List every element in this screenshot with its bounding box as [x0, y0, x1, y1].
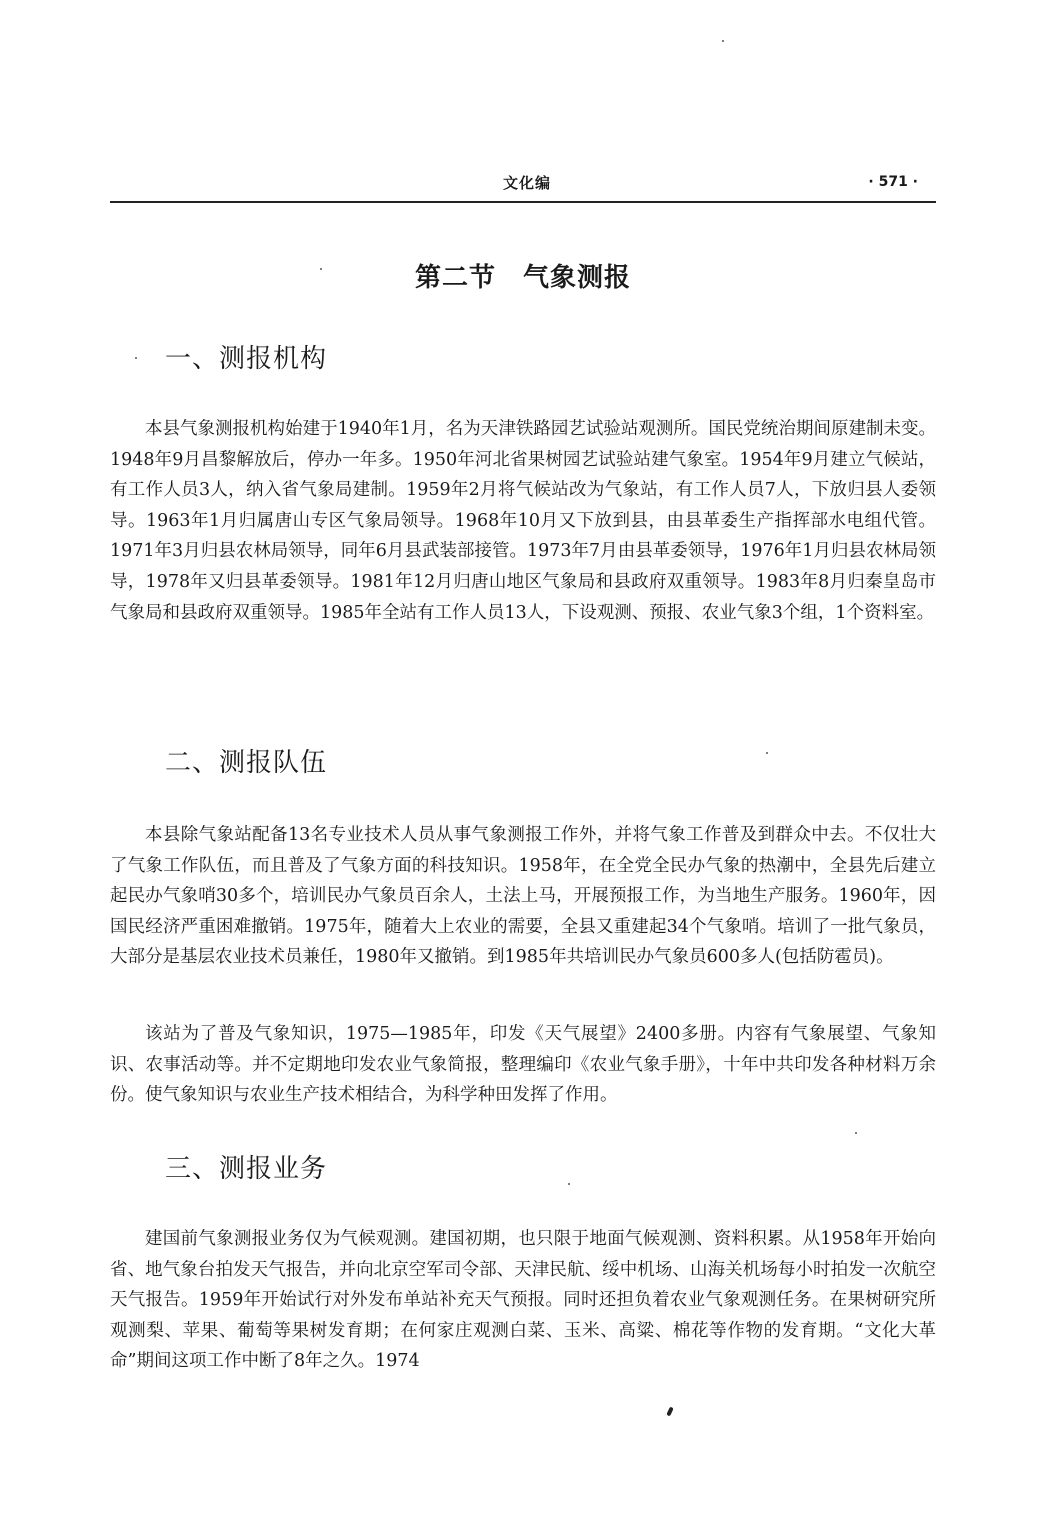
scan-speck — [568, 1183, 570, 1185]
paragraph-institution: 本县气象测报机构始建于1940年1月，名为天津铁路园艺试验站观测所。国民党统治期间原建制未变。1948年9月昌黎解放后，停办一年多。1950年河北省果树园艺试验站建气象室。1954年9月建立气候站，有工作人员3人，纳入省气象局建制。1959年2月将气候站改为气象站，有工作人员7人，下放归县人委领导。1963年1月归属唐山专区气象局领导。1968年10月又下放到县，由县革委生产指挥部水电组代管。1971年3月归县农林局领导，同年6月县武装部接管。1973年7月由县革委领导，1976年1月归县农林局领导，1978年又归县革委领导。1981年12月归唐山地区气象局和县政府双重领导。1983年8月归秦皇岛市气象局和县政府双重领导。1985年全站有工作人员13人，下设观测、预报、农业气象3个组，1个资料室。 — [110, 419, 936, 623]
subsection-heading-operations: 三、测报业务 — [165, 1154, 328, 1184]
section-title: 第二节 气象测报 — [414, 263, 631, 293]
paragraph-operations: 建国前气象测报业务仅为气候观测。建国初期，也只限于地面气候观测、资料积累。从1958年开始向省、地气象台拍发天气报告，并向北京空军司令部、天津民航、绥中机场、山海关机场每小时拍发一次航空天气报告。1959年开始试行对外发布单站补充天气预报。同时还担负着农业气象观测任务。在果树研究所观测梨、苹果、葡萄等果树发育期；在何家庄观测白菜、玉米、高粱、棉花等作物的发育期。“文化大革命”期间这项工作中断了8年之久。1974 — [110, 1229, 936, 1372]
paragraph-team-1: 本县除气象站配备13名专业技术人员从事气象测报工作外，并将气象工作普及到群众中去。不仅壮大了气象工作队伍，而且普及了气象方面的科技知识。1958年，在全党全民办气象的热潮中，全县先后建立起民办气象哨30多个，培训民办气象员百余人，土法上马，开展预报工作，为当地生产服务。1960年，因国民经济严重困难撤销。1975年，随着大上农业的需要，全县又重建起34个气象哨。培训了一批气象员，大部分是基层农业技术员兼任，1980年又撤销。到1985年共培训民办气象员600多人(包括防雹员)。 — [110, 825, 936, 968]
page-number: · 571 · — [868, 174, 918, 190]
paragraph-team-2: 该站为了普及气象知识，1975—1985年，印发《天气展望》2400多册。内容有气象展望、气象知识、农事活动等。并不定期地印发农业气象简报，整理编印《农业气象手册》，十年中共印发各种材料万余份。使气象知识与农业生产技术相结合，为科学种田发挥了作用。 — [110, 1024, 936, 1106]
running-head — [110, 172, 936, 202]
scan-speck — [135, 357, 137, 359]
header-rule — [110, 201, 936, 203]
scan-blot — [666, 1407, 673, 1417]
scan-speck — [722, 40, 724, 42]
running-head-title: 文化编 — [503, 174, 552, 192]
subsection-heading-team: 二、测报队伍 — [165, 748, 328, 778]
subsection-heading-institution: 一、测报机构 — [165, 344, 328, 374]
scan-speck — [766, 752, 768, 754]
scan-speck — [320, 268, 322, 270]
scan-speck — [855, 1132, 857, 1134]
